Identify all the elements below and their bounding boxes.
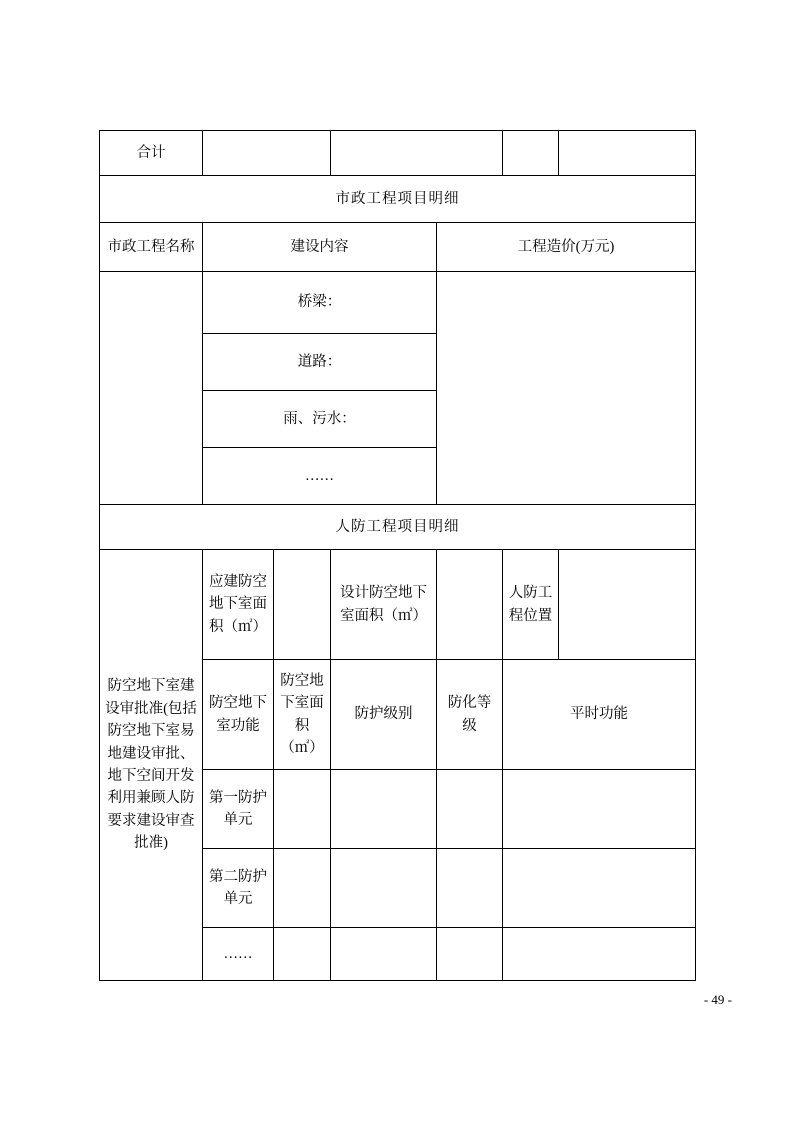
table-row-total [100, 131, 696, 176]
civil-defense-vertical-title: 防空地下室建设审批准(包括防空地下室易地建设审批、地下空间开发利用兼顾人防要求建设审查批准) [100, 550, 203, 981]
total-cell-3[interactable] [503, 131, 559, 176]
header-municipal-name: 市政工程名称 [100, 223, 203, 272]
planned-area-value[interactable] [274, 550, 331, 660]
municipal-name-cell[interactable] [100, 272, 203, 505]
header-peacetime-function: 平时功能 [503, 660, 696, 770]
header-cd-function: 防空地下室功能 [203, 660, 274, 770]
unit1-protection-level[interactable] [331, 770, 437, 849]
section-title-civil-defense: 人防工程项目明细 [100, 505, 696, 550]
unit2-area[interactable] [274, 849, 331, 928]
unit1-chemical-level[interactable] [437, 770, 503, 849]
unit2-protection-level[interactable] [331, 849, 437, 928]
table-row-civil-defense-header-1 [100, 550, 696, 660]
unit2-chemical-level[interactable] [437, 849, 503, 928]
total-cell-2[interactable] [331, 131, 503, 176]
header-design-area: 设计防空地下室面积（㎡） [331, 550, 437, 660]
unit2-peacetime-function[interactable] [503, 849, 696, 928]
protection-unit-ellipsis: …… [203, 928, 274, 981]
header-municipal-cost: 工程造价(万元) [437, 223, 696, 272]
header-chemical-level: 防化等级 [437, 660, 503, 770]
location-value[interactable] [559, 550, 696, 660]
unit1-peacetime-function[interactable] [503, 770, 696, 849]
municipal-item-bridge[interactable]: 桥梁： [203, 272, 437, 334]
unit3-peacetime-function[interactable] [503, 928, 696, 981]
section-title-municipal: 市政工程项目明细 [100, 176, 696, 223]
header-cd-area: 防空地下室面积（㎡） [274, 660, 331, 770]
municipal-item-road[interactable]: 道路： [203, 334, 437, 391]
table-row-section-civil-defense [100, 505, 696, 550]
total-cell-4[interactable] [559, 131, 696, 176]
table-row-municipal-headers [100, 223, 696, 272]
total-cell-1[interactable] [203, 131, 331, 176]
unit3-chemical-level[interactable] [437, 928, 503, 981]
total-label: 合计 [100, 131, 203, 176]
header-protection-level: 防护级别 [331, 660, 437, 770]
table-row-section-municipal [100, 176, 696, 223]
municipal-item-water[interactable]: 雨、污水： [203, 391, 437, 448]
form-table-wrapper [99, 130, 695, 981]
design-area-value[interactable] [437, 550, 503, 660]
municipal-item-ellipsis[interactable]: …… [203, 448, 437, 505]
table-row-municipal-item [100, 272, 696, 334]
header-planned-area: 应建防空地下室面积（㎡） [203, 550, 274, 660]
header-location: 人防工程位置 [503, 550, 559, 660]
project-detail-table [99, 130, 696, 981]
unit3-protection-level[interactable] [331, 928, 437, 981]
page-number: - 49 - [703, 992, 732, 1007]
unit3-area[interactable] [274, 928, 331, 981]
municipal-cost-cell[interactable] [437, 272, 696, 505]
protection-unit-2: 第二防护单元 [203, 849, 274, 928]
header-municipal-content: 建设内容 [203, 223, 437, 272]
unit1-area[interactable] [274, 770, 331, 849]
protection-unit-1: 第一防护单元 [203, 770, 274, 849]
